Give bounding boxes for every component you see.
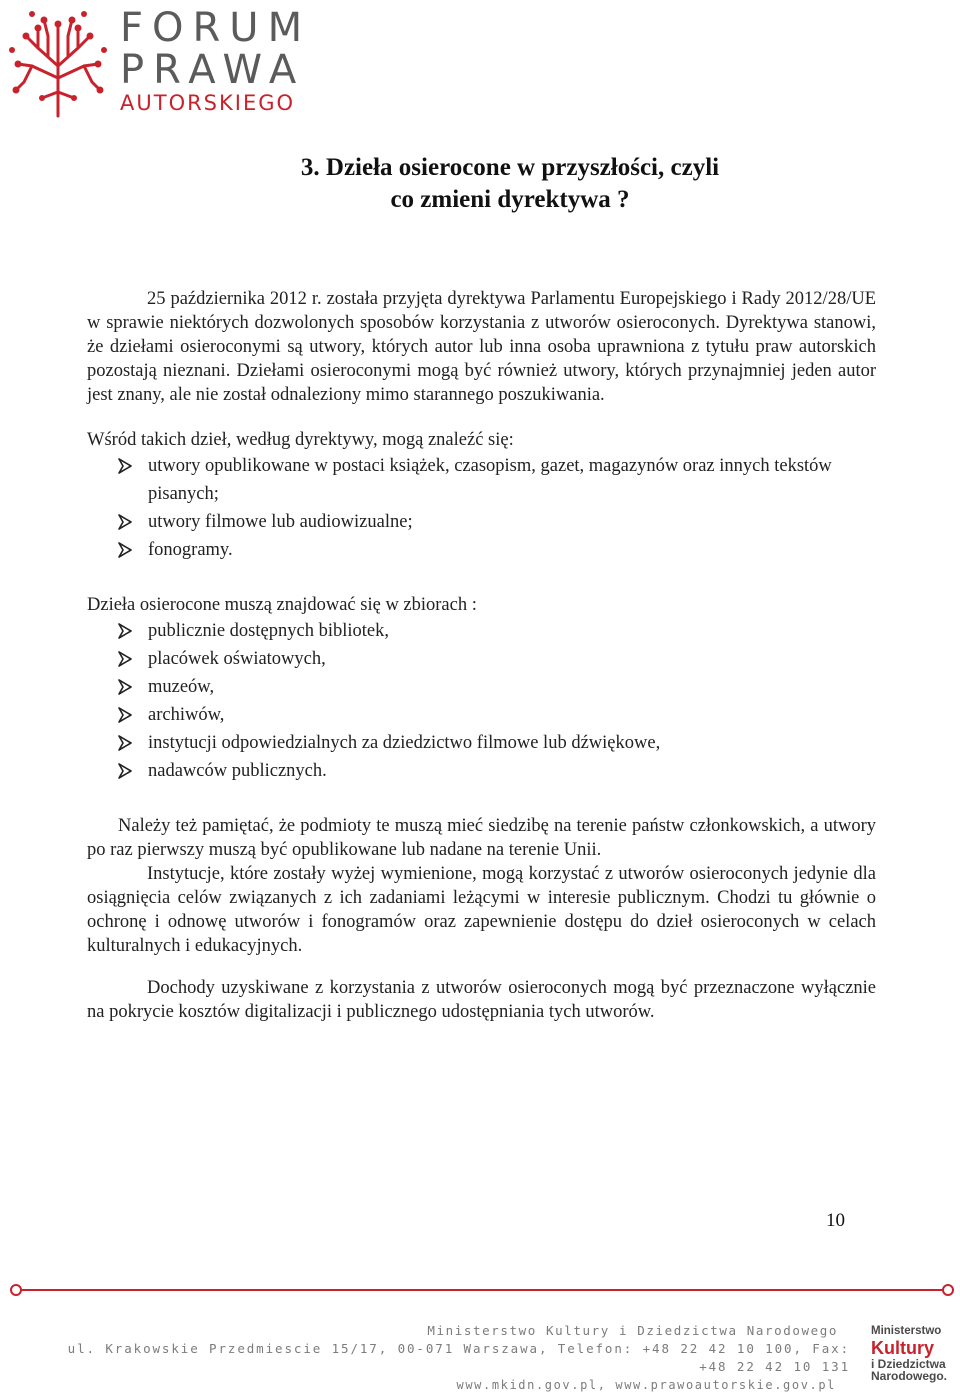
list-item-text: publicznie dostępnych bibliotek, [148, 621, 389, 641]
list-item-text: muzeów, [148, 677, 215, 697]
footer-websites: www.mkidn.gov.pl, www.prawoautorskie.gov.pl [456, 1378, 836, 1392]
arrow-bullet-icon [116, 457, 134, 475]
footer-address: ul. Krakowskie Przedmiescie 15/17, 00-071 Warszawa, Telefon: +48 22 42 10 100, Fax: +48 22 42 10 131 [67, 1341, 850, 1374]
list-item-text: instytucji odpowiedzialnych za dziedzictwo filmowe lub dźwiękowe, [148, 733, 661, 753]
ministry-logo [871, 1326, 957, 1382]
list-item [87, 645, 876, 673]
list-item [87, 452, 876, 508]
list-item [87, 536, 876, 564]
list-item-text: archiwów, [148, 705, 225, 725]
arrow-bullet-icon [116, 678, 134, 696]
footer-contact [30, 1322, 850, 1394]
list-item-text: nadawców publicznych. [148, 761, 327, 781]
paragraph-directive-intro: 25 października 2012 r. została przyjęta dyrektywa Parlamentu Europejskiego i Rady 2012/28/UE w sprawie niektórych dozwolonych sposobów korzystania z utworów osieroconych. Dyrektywa stanowi, że dziełami osieroconymi są utwory, których autor lub inna osoba uprawniona z tytułu praw autorskich pozostają nieznani. Dziełami osieroconymi mogą być również utwory, których przynajmniej jeden autor jest znany, ale nie został odnaleziony mimo starannego poszukiwania. [87, 289, 876, 405]
tree-logo-icon [8, 6, 108, 118]
arrow-bullet-icon [116, 650, 134, 668]
logo-line-autorskiego: AUTORSKIEGO [120, 91, 296, 115]
logo-line-prawa: PRAWA [120, 47, 306, 93]
ministry-logo-line-3: i Dziedzictwa [871, 1356, 946, 1371]
title-line-2: co zmieni dyrektywa ? [390, 186, 630, 213]
arrow-bullet-icon [116, 513, 134, 531]
list-item-text: placówek oświatowych, [148, 649, 326, 669]
arrow-bullet-icon [116, 706, 134, 724]
ministry-logo-line-1: Ministerstwo [871, 1325, 942, 1337]
list-item [87, 757, 876, 785]
title-line-1: 3. Dzieła osierocone w przyszłości, czyli [300, 154, 720, 181]
page-number: 10 [826, 1210, 845, 1231]
list-item [87, 508, 876, 536]
list-item [87, 673, 876, 701]
list-item [87, 617, 876, 645]
paragraph-member-states: Należy też pamiętać, że podmioty te muszą mieć siedzibę na terenie państw członkowskich, a utwory po raz pierwszy muszą być opublikowane lub nadane na terenie Unii. [87, 816, 876, 860]
list-item [87, 729, 876, 757]
works-list [87, 452, 876, 564]
list-item-text: fonogramy. [148, 540, 233, 560]
arrow-bullet-icon [116, 622, 134, 640]
arrow-bullet-icon [116, 762, 134, 780]
paragraph-collections-intro: Dzieła osierocone muszą znajdować się w zbiorach : [87, 595, 477, 615]
logo-line-forum: FORUM [120, 5, 312, 51]
list-item-text: utwory filmowe lub audiowizualne; [148, 512, 413, 532]
arrow-bullet-icon [116, 541, 134, 559]
paragraph-institutions-use: Instytucje, które zostały wyżej wymienione, mogą korzystać z utworów osieroconych jedynie dla osiągnięcia celów związanych z ich zadaniami leżącymi w interesie publicznym. Chodzi tu głównie o ochronę i odnowę utworów i fonogramów oraz zapewnienie dostępu do dzieł osieroconych w celach kulturalnych i edukacyjnych. [87, 864, 876, 956]
footer-ministry: Ministerstwo Kultury i Dziedzictwa Narodowego [427, 1323, 838, 1338]
ministry-logo-line-2: Kultury [871, 1337, 934, 1358]
section-title [230, 152, 790, 216]
list-item [87, 701, 876, 729]
paragraph-works-intro: Wśród takich dzieł, według dyrektywy, mogą znaleźć się: [87, 430, 514, 450]
paragraph-revenues: Dochody uzyskiwane z korzystania z utworów osieroconych mogą być przeznaczone wyłącznie na pokrycie kosztów digitalizacji i publicznego udostępniania tych utworów. [87, 978, 876, 1022]
arrow-bullet-icon [116, 734, 134, 752]
institutions-list [87, 617, 876, 785]
ministry-logo-line-4: Narodowego. [871, 1368, 948, 1383]
forum-prawa-autorskiego-logo [8, 5, 312, 124]
list-item-text: utwory opublikowane w postaci książek, czasopism, gazet, magazynów oraz innych tekstów pisanych; [148, 456, 832, 504]
footer-divider [10, 1283, 954, 1297]
logo-wordmark [120, 5, 312, 115]
document-body [87, 287, 876, 1024]
